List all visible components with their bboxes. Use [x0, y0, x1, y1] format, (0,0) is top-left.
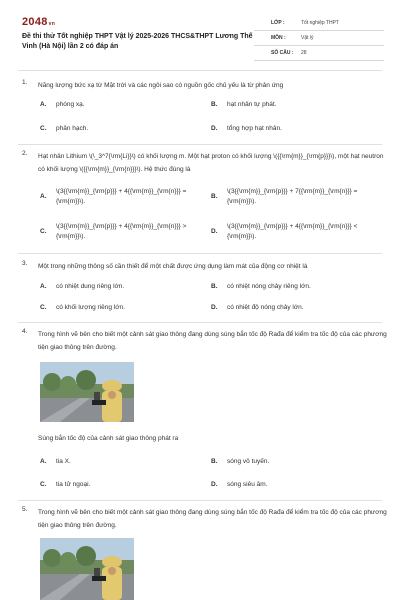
- option-letter: C.: [40, 481, 47, 488]
- divider: [18, 322, 382, 323]
- photo-illustration: [40, 362, 134, 422]
- question-number: 2.: [22, 150, 28, 157]
- traffic-police-photo: [40, 538, 134, 600]
- option-text: phóng xạ.: [56, 101, 85, 108]
- option-text: có nhiệt độ nóng chảy lớn.: [227, 304, 304, 311]
- meta-label: SỐ CÂU :: [271, 50, 294, 56]
- option-letter: D.: [211, 125, 218, 132]
- exam-title: Đề thi thử Tốt nghiệp THPT Vật lý 2025-2026 THCS&THPT Lương Thế Vinh (Hà Nội) lần 2 có đáp án: [22, 33, 253, 50]
- divider: [18, 70, 382, 71]
- exam-header: [18, 14, 382, 66]
- option-text: sóng vô tuyến.: [227, 458, 270, 465]
- question-text: Một trong những thông số cần thiết để một chất được ứng dụng làm mát của động cơ nhiệt là: [38, 263, 308, 270]
- option-text: \(3{{\rm{m}}_{\rm{p}}} + 7{{\rm{m}}_{\rm{n}}} = {\rm{m}}\).: [227, 188, 358, 205]
- question-5: [18, 506, 387, 536]
- question-number: 3.: [22, 260, 28, 267]
- option-letter: B.: [211, 458, 218, 465]
- site-logo[interactable]: 2048vn: [22, 16, 56, 28]
- option-letter: C.: [40, 228, 47, 235]
- option-text: tia tử ngoại.: [56, 481, 91, 488]
- question-subtext: Súng bắn tốc độ của cảnh sát giao thông phát ra: [38, 435, 179, 442]
- question-number: 5.: [22, 506, 28, 513]
- question-3: [18, 260, 382, 320]
- logo-suffix: vn: [48, 21, 56, 27]
- option-letter: C.: [40, 304, 47, 311]
- option-letter: B.: [211, 283, 218, 290]
- option-text: \(3{{\rm{m}}_{\rm{p}}} + 4{{\rm{m}}_{\rm{n}}} > {\rm{m}}\).: [56, 223, 187, 240]
- meta-label: MÔN :: [271, 35, 286, 41]
- meta-row-subject: [254, 31, 384, 46]
- option-letter: A.: [40, 193, 47, 200]
- option-letter: B.: [211, 193, 218, 200]
- question-text: Năng lượng bức xạ từ Mặt trời và các ngôi sao có nguồn gốc chủ yếu là từ phản ứng: [38, 82, 284, 89]
- traffic-police-photo: [40, 362, 134, 422]
- option-text: \(3{{\rm{m}}_{\rm{p}}} + 4{{\rm{m}}_{\rm{n}}} = {\rm{m}}\).: [56, 188, 187, 205]
- question-number: 4.: [22, 328, 28, 335]
- option-text: tia X.: [56, 458, 71, 465]
- divider: [18, 500, 382, 501]
- option-text: phân hạch.: [56, 125, 89, 132]
- option-letter: D.: [211, 481, 218, 488]
- option-letter: A.: [40, 458, 47, 465]
- option-text: có khối lượng riêng lớn.: [56, 304, 125, 311]
- option-text: hạt nhân tự phát.: [227, 101, 277, 108]
- question-number: 1.: [22, 79, 28, 86]
- question-2: [18, 150, 382, 250]
- question-1: [18, 79, 382, 141]
- option-text: có nhiệt dung riêng lớn.: [56, 283, 125, 290]
- option-letter: B.: [211, 101, 218, 108]
- meta-value: Vật lý: [301, 35, 314, 41]
- option-letter: D.: [211, 304, 218, 311]
- meta-label: LỚP :: [271, 20, 285, 26]
- meta-value: Tốt nghiệp THPT: [301, 20, 339, 26]
- divider: [18, 253, 382, 254]
- meta-row-count: [254, 46, 384, 61]
- meta-value: 28: [301, 50, 307, 56]
- option-letter: D.: [211, 228, 218, 235]
- question-text: Trong hình vẽ bên cho biết một cảnh sát giao thông đang dùng súng bắn tốc độ Rađa để kiểm tra tốc độ của các phương tiện giao thông trên đường.: [38, 331, 387, 351]
- option-text: sóng siêu âm.: [227, 481, 268, 488]
- option-letter: A.: [40, 283, 47, 290]
- meta-row-class: [254, 16, 384, 31]
- question-text: Trong hình vẽ bên cho biết một cảnh sát giao thông đang dùng súng bắn tốc độ Rađa để kiểm tra tốc độ của các phương tiện giao thông trên đường.: [38, 509, 387, 529]
- exam-meta: [254, 16, 384, 61]
- option-text: có nhiệt nóng chảy riêng lớn.: [227, 283, 311, 290]
- option-text: tổng hợp hạt nhân.: [227, 125, 282, 132]
- question-text: Hạt nhân Lithium \(\_3^7{\rm{Li}}\) có khối lượng m. Một hạt proton có khối lượng \({{\rm{m}}_{\rm{p}}}\), một hạt neutron có khối lượng \({{\rm{m}}_{\rm{n}}}\). Hệ thức đúng là: [38, 153, 384, 173]
- option-letter: A.: [40, 101, 47, 108]
- photo-illustration: [40, 538, 134, 600]
- option-text: \(3{{\rm{m}}_{\rm{p}}} + 4{{\rm{m}}_{\rm{n}}} < {\rm{m}}\).: [227, 223, 358, 240]
- option-letter: C.: [40, 125, 47, 132]
- divider: [18, 144, 382, 145]
